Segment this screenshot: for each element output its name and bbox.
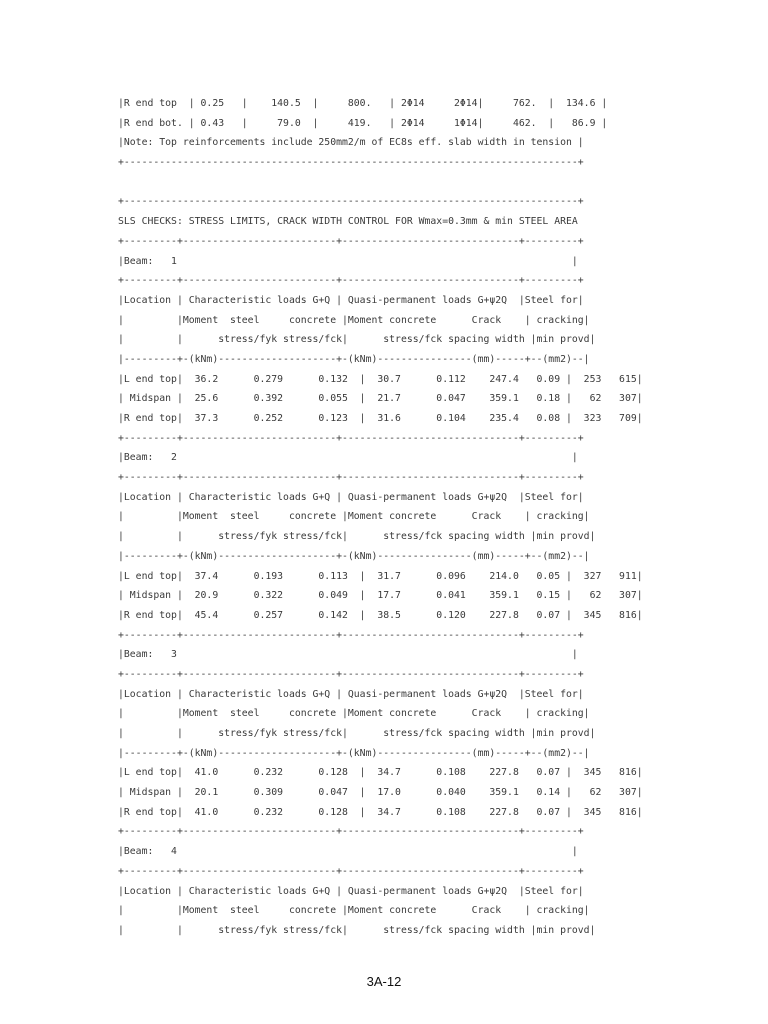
text-line: |R end bot. | 0.43 | 79.0 | 419. | 2Φ14 1Φ14| 462. | 86.9 |: [118, 117, 608, 129]
table-header: |Location | Characteristic loads G+Q | Quasi-permanent loads G+ψ2Q |Steel for|: [118, 491, 584, 503]
table-header: |Location | Characteristic loads G+Q | Quasi-permanent loads G+ψ2Q |Steel for|: [118, 688, 584, 700]
table-row: |R end top| 41.0 0.232 0.128 | 34.7 0.108 227.8 0.07 | 345 816|: [118, 806, 643, 818]
text-line: +---------+--------------------------+------------------------------+---------+: [118, 668, 584, 680]
table-row: |R end top| 37.3 0.252 0.123 | 31.6 0.104 235.4 0.08 | 323 709|: [118, 413, 643, 424]
table-header: | | stress/fyk stress/fck| stress/fck spacing width |min provd|: [118, 334, 596, 346]
table-row: |L end top| 41.0 0.232 0.128 | 34.7 0.108 227.8 0.07 | 345 816|: [118, 767, 643, 779]
table-header: | |Moment steel concrete |Moment concrete Crack | cracking|: [118, 314, 590, 326]
beam-heading: |Beam: 2 |: [118, 452, 578, 464]
units-row: |---------+-(kNm)--------------------+-(kNm)----------------(mm)-----+--(mm2)--|: [118, 353, 590, 365]
beam-heading: |Beam: 1 |: [118, 255, 578, 267]
text-line: +---------+--------------------------+------------------------------+---------+: [118, 629, 584, 641]
text-line: +-----------------------------------------------------------------------------+: [118, 157, 584, 169]
text-line: +-----------------------------------------------------------------------------+: [118, 196, 584, 208]
text-line: |Note: Top reinforcements include 250mm2/m of EC8s eff. slab width in tension |: [118, 137, 584, 149]
printout-page: [118, 94, 678, 941]
table-row: | Midspan | 20.1 0.309 0.047 | 17.0 0.040 359.1 0.14 | 62 307|: [118, 787, 643, 799]
beam-heading: |Beam: 4 |: [118, 846, 578, 858]
table-row: | Midspan | 25.6 0.392 0.055 | 21.7 0.047 359.1 0.18 | 62 307|: [118, 393, 643, 405]
table-row: |R end top| 45.4 0.257 0.142 | 38.5 0.120 227.8 0.07 | 345 816|: [118, 609, 643, 621]
table-header: | |Moment steel concrete |Moment concrete Crack | cracking|: [118, 708, 590, 720]
section-title: SLS CHECKS: STRESS LIMITS, CRACK WIDTH CONTROL FOR Wmax=0.3mm & min STEEL AREA: [118, 216, 578, 228]
text-line: +---------+--------------------------+------------------------------+---------+: [118, 865, 584, 877]
page-number: 3A-12: [366, 974, 402, 989]
table-header: |Location | Characteristic loads G+Q | Quasi-permanent loads G+ψ2Q |Steel for|: [118, 885, 584, 897]
table-row: | Midspan | 20.9 0.322 0.049 | 17.7 0.041 359.1 0.15 | 62 307|: [118, 590, 643, 602]
table-header: | | stress/fyk stress/fck| stress/fck spacing width |min provd|: [118, 531, 596, 543]
table-header: | |Moment steel concrete |Moment concrete Crack | cracking|: [118, 511, 590, 523]
text-line: +---------+--------------------------+------------------------------+---------+: [118, 826, 584, 838]
table-row: |L end top| 36.2 0.279 0.132 | 30.7 0.112 247.4 0.09 | 253 615|: [118, 373, 643, 385]
table-header: | | stress/fyk stress/fck| stress/fck spacing width |min provd|: [118, 728, 596, 739]
table-header: | | stress/fyk stress/fck| stress/fck spacing width |min provd|: [118, 924, 596, 936]
table-row: |L end top| 37.4 0.193 0.113 | 31.7 0.096 214.0 0.05 | 327 911|: [118, 570, 643, 582]
beam-heading: |Beam: 3 |: [118, 649, 578, 661]
units-row: |---------+-(kNm)--------------------+-(kNm)----------------(mm)-----+--(mm2)--|: [118, 550, 590, 562]
text-line: |R end top | 0.25 | 140.5 | 800. | 2Φ14 2Φ14| 762. | 134.6 |: [118, 98, 608, 109]
text-line: [118, 173, 661, 193]
text-line: +---------+--------------------------+------------------------------+---------+: [118, 235, 584, 247]
text-line: +---------+--------------------------+------------------------------+---------+: [118, 472, 584, 484]
table-header: |Location | Characteristic loads G+Q | Quasi-permanent loads G+ψ2Q |Steel for|: [118, 294, 584, 306]
text-line: +---------+--------------------------+------------------------------+---------+: [118, 275, 584, 287]
units-row: |---------+-(kNm)--------------------+-(kNm)----------------(mm)-----+--(mm2)--|: [118, 747, 590, 759]
text-line: +---------+--------------------------+------------------------------+---------+: [118, 432, 584, 444]
table-header: | |Moment steel concrete |Moment concrete Crack | cracking|: [118, 905, 590, 917]
